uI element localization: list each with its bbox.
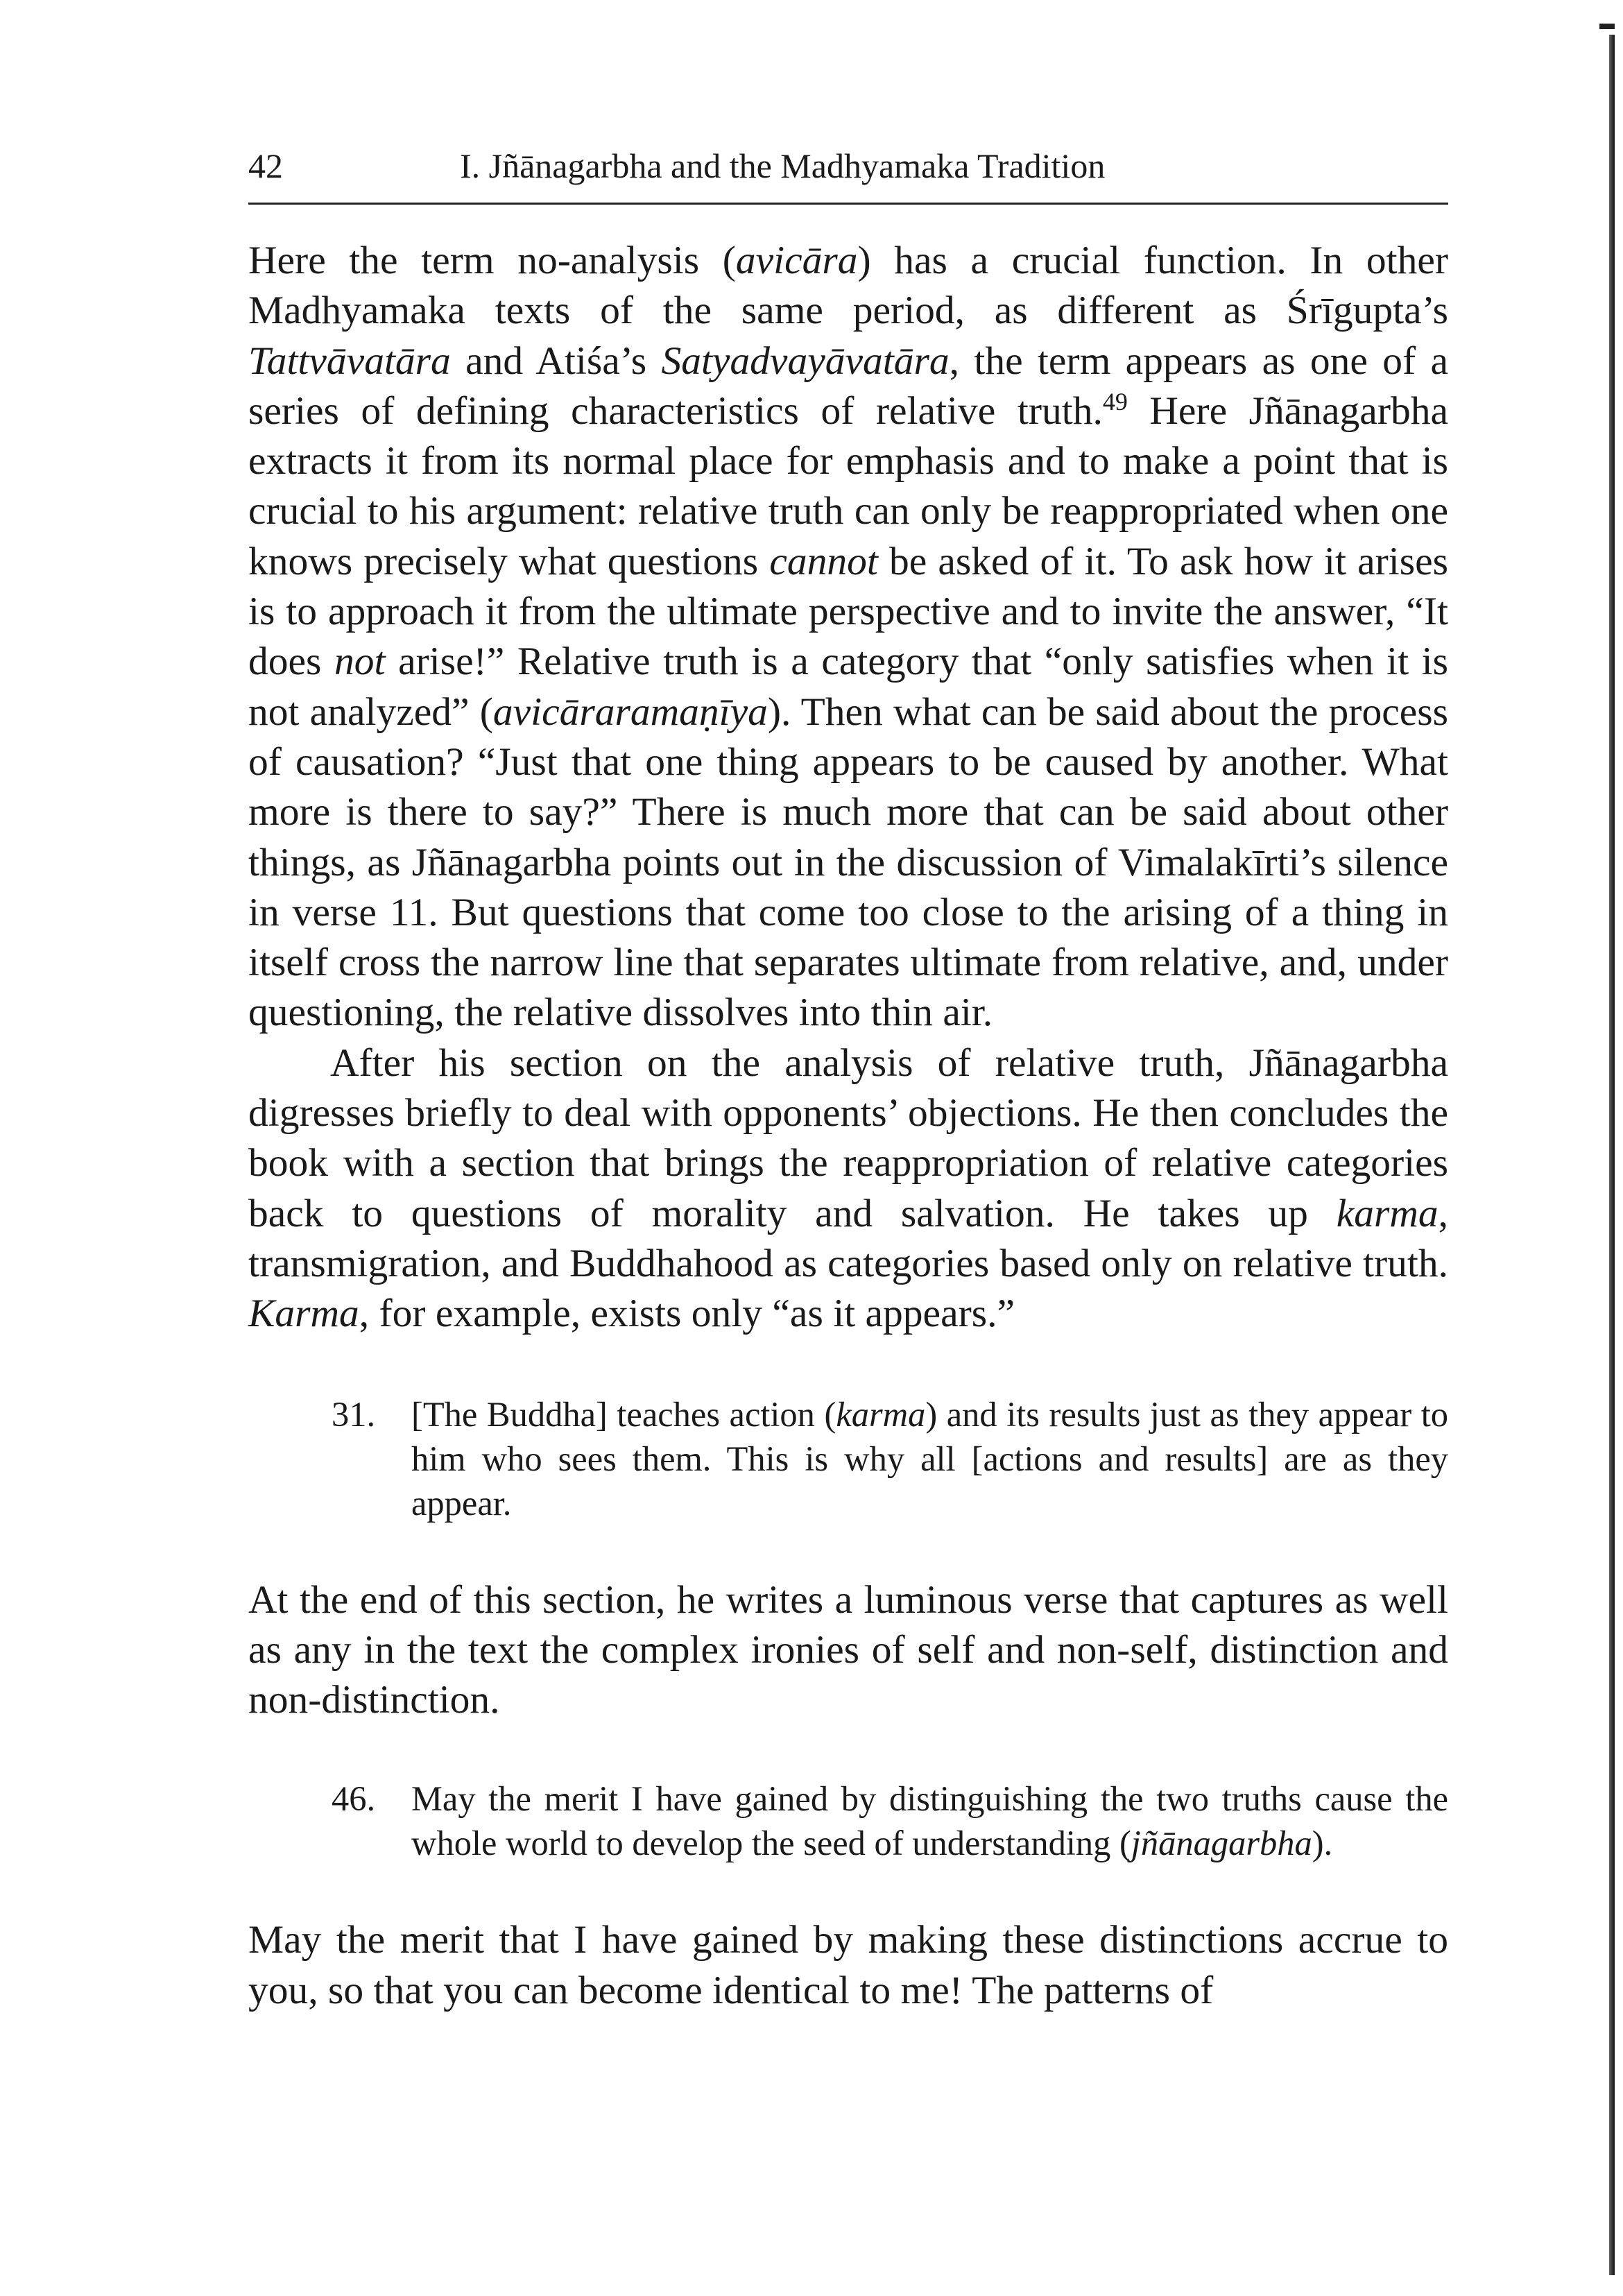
text-run: May the merit I have gained by distinguishing the two truths cause the whole world to develop the seed of understanding ( — [411, 1779, 1448, 1863]
italic-term: karma — [1336, 1191, 1439, 1235]
text-run: , the term appears as one of a series of defining characteristics of relative truth. — [248, 339, 1448, 433]
text-run: arise!” Relative truth is a category that “only satisfies when it is not analyzed” ( — [248, 640, 1449, 734]
paragraph-relative-categories — [248, 1038, 1448, 1339]
paragraph-no-analysis — [248, 236, 1448, 1038]
text-run: Here Jñānagarbha extracts it from its normal place for emphasis and to make a point that is crucial to his argument: relative truth can only be reappropriated when one knows precisely what questions — [248, 388, 1449, 583]
text-run: ). — [1312, 1824, 1333, 1863]
text-run: , transmigration, and Buddhahood as categories based only on relative truth. — [248, 1191, 1448, 1285]
italic-term: cannot — [769, 539, 878, 583]
verse-31 — [332, 1392, 1448, 1525]
text-run: , for example, exists only “as it appears.” — [359, 1292, 1015, 1336]
italic-term: Karma — [248, 1292, 359, 1336]
chapter-title: I. Jñānagarbha and the Madhyamaka Tradition — [460, 146, 1106, 185]
book-page — [248, 146, 1449, 2012]
italic-term: avicāraramaṇīya — [492, 689, 768, 734]
scan-edge-corner — [1599, 24, 1615, 29]
text-run: ) has a crucial function. In other Madhyamaka texts of the same period, as different as Śrīgupta’s — [248, 239, 1448, 333]
italic-term: Satyadvayāvatāra — [661, 339, 950, 383]
text-run: After his section on the analysis of relative truth, Jñānagarbha digresses briefly to deal with opponents’ objections. He then concludes the book with a section that brings the reappropriation of relative categories back to questions of morality and salvation. He takes up — [248, 1040, 1448, 1235]
verse-text — [411, 1395, 1448, 1523]
text-run: Here the term no-analysis ( — [248, 239, 736, 282]
text-run: May the merit that I have gained by making these distinctions accrue to you, so that you can become identical to me! The patterns of — [248, 1918, 1448, 2012]
text-run: ) and its results just as they appear to him who sees them. This is why all [actions and results] are as they appear. — [411, 1394, 1448, 1523]
verse-text — [411, 1779, 1448, 1862]
paragraph-luminous-verse — [248, 1575, 1448, 1726]
italic-term: not — [334, 640, 386, 684]
page-number: 42 — [248, 146, 283, 185]
verse-number: 46. — [332, 1779, 376, 1819]
italic-term: Tattvāvatāra — [248, 339, 451, 383]
verse-number: 31. — [332, 1394, 376, 1434]
text-run: be asked of it. To ask how it arises is to approach it from the ultimate perspective and to invite the answer, “It does — [248, 539, 1448, 684]
running-head — [248, 146, 1448, 194]
footnote-ref: 49 — [1102, 387, 1128, 415]
italic-term: avicāra — [735, 239, 858, 282]
italic-term: jñānagarbha — [1131, 1824, 1312, 1863]
italic-term: karma — [836, 1394, 926, 1434]
text-run: At the end of this section, he writes a luminous verse that captures as well as any in the text the complex ironies of self and non-self, distinction and non-distinction. — [248, 1577, 1448, 1722]
page-body — [248, 236, 1448, 2016]
paragraph-merit — [248, 1915, 1448, 2016]
header-rule — [248, 203, 1448, 205]
scan-edge-shadow — [1609, 35, 1615, 2275]
text-run: [The Buddha] teaches action ( — [411, 1394, 836, 1434]
text-run: and Atiśa’s — [450, 339, 662, 383]
verse-46 — [332, 1776, 1448, 1865]
text-run: ). Then what can be said about the process of causation? “Just that one thing appears to be caused by another. What more is there to say?” There is much more that can be said about other things, as Jñānagarbha points out in the discussion of Vimalakīrti’s silence in verse 11. But questions that come too close to the arising of a thing in itself cross the narrow line that separates ultimate from relative, and, under questioning, the relative dissolves into thin air. — [248, 689, 1448, 1035]
